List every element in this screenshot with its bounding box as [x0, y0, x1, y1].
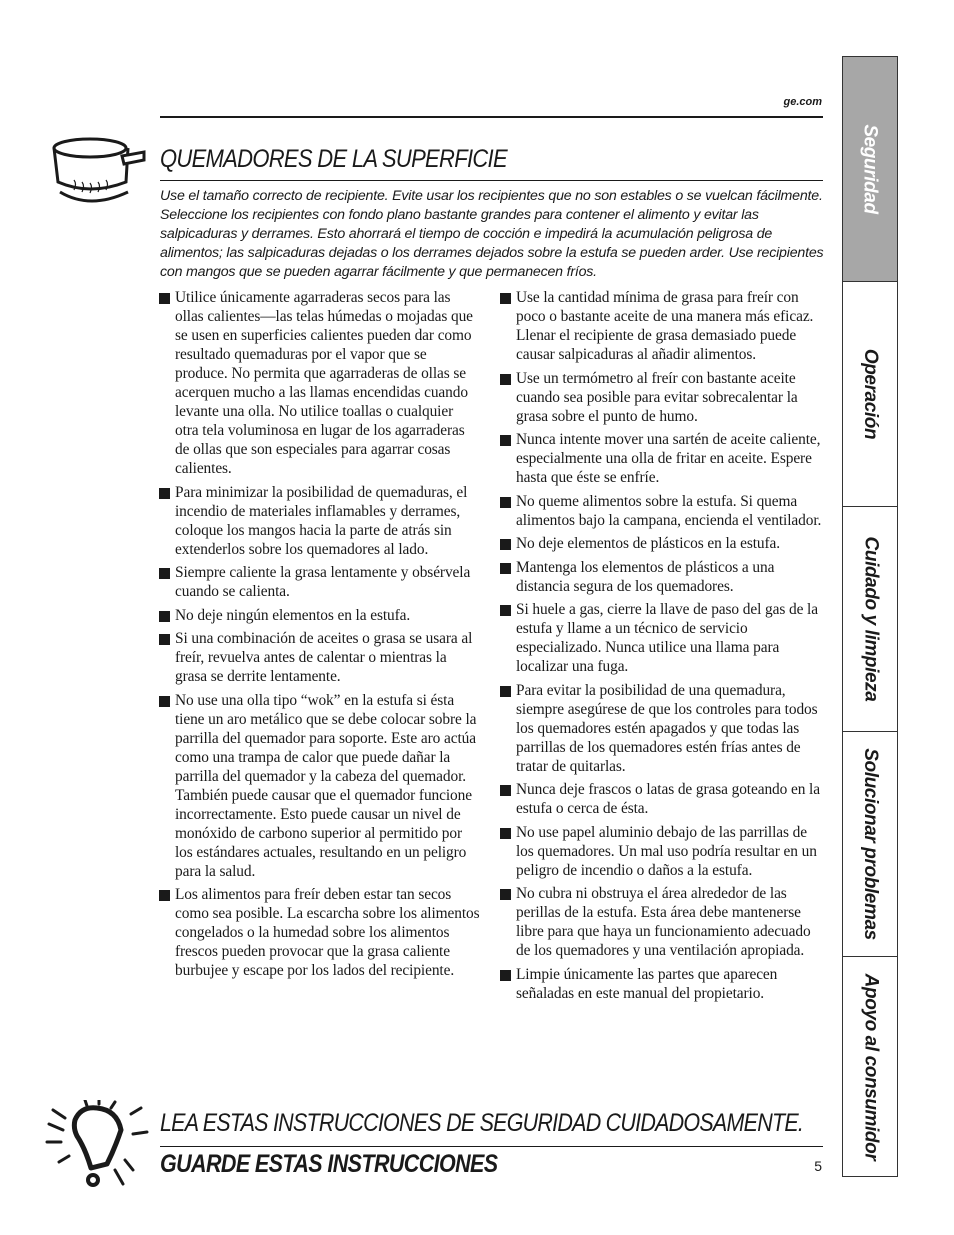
tab-solucionar-problemas[interactable] [842, 731, 898, 957]
tab-label: Cuidado y limpieza [860, 536, 882, 702]
list-item-text: No use una olla tipo “wok” en la estufa si ésta tiene un aro metálico que se debe colocar sobre la parrilla del quemador para soporte. Este aro actúa como una trampa de calor que puede dañar la parrilla del quemador y la cabeza del quemador. También puede causar que el quemador funcione incorrectamente. Esto puede causar un nivel de monóxido de carbono superior al permitido por los estándares actuales, resultando en un peligro para la salud. [175, 691, 477, 880]
list-item [499, 288, 825, 364]
exclamation-warning-icon [45, 1100, 165, 1192]
list-item [499, 780, 825, 818]
tab-apoyo-al-consumidor[interactable] [842, 956, 898, 1177]
list-item [499, 823, 825, 880]
list-item-text: Use la cantidad mínima de grasa para freír con poco o bastante aceite de una manera más eficaz. Llenar el recipiente de grasa demasiado puede causar salpicaduras al añadir alimentos. [516, 289, 814, 363]
list-item [158, 483, 480, 559]
list-item-text: Nunca intente mover una sartén de aceite caliente, especialmente una olla de fritar en aceite. Espere hasta que éste se enfríe. [516, 431, 821, 486]
tab-cuidado-y-limpieza[interactable] [842, 506, 898, 732]
list-item [158, 629, 480, 686]
tab-label: Apoyo al consumidor [860, 973, 882, 1160]
list-item-text: Para evitar la posibilidad de una quemadura, siempre asegúrese de que los controles para todos los quemadores estén apagados y que todas las parrillas de los quemadores estén frías antes de tratar de quitarlas. [516, 681, 818, 775]
left-bullet-list [158, 288, 480, 985]
tab-seguridad[interactable] [842, 56, 898, 282]
list-item-text: Nunca deje frascos o latas de grasa goteando en la estufa o cerca de ésta. [516, 781, 820, 817]
title-rule [160, 180, 823, 181]
list-item-text: Use un termómetro al freír con bastante aceite cuando sea posible para evitar sobrecalentar la grasa sobre el punto de humo. [516, 369, 798, 425]
list-item [158, 563, 480, 601]
tab-label: Seguridad [860, 124, 881, 214]
list-item-text: Siempre caliente la grasa lentamente y obsérvela cuando se calienta. [175, 564, 471, 600]
footer-rule [160, 1146, 823, 1147]
bullet-square-icon [159, 293, 170, 304]
site-url[interactable]: ge.com [783, 96, 822, 108]
tab-label: Solucionar problemas [860, 748, 882, 940]
intro-paragraph: Use el tamaño correcto de recipiente. Evite usar los recipientes que no son estables o se vuelcan fácilmente. Seleccione los recipientes con fondo plano bastante grandes para contener el alimento y evitar las salpicaduras y derrames. Esto ahorrará el tiempo de cocción e impedirá la acumulación peligrosa de alimentos; las salpicaduras dejadas o los derrames dejados sobre la estufa se pueden arder. Use recipientes con mangos que se pueden agarrar fácilmente y que permanecen fríos. [160, 188, 824, 280]
list-item [499, 534, 825, 553]
bullet-square-icon [500, 539, 511, 550]
list-item [499, 558, 825, 596]
bullet-square-icon [159, 890, 170, 901]
page-number: 5 [814, 1158, 822, 1174]
bullet-square-icon [500, 497, 511, 508]
bullet-square-icon [500, 605, 511, 616]
bullet-square-icon [500, 785, 511, 796]
list-item [499, 884, 825, 960]
list-item [499, 430, 825, 487]
bullet-square-icon [500, 563, 511, 574]
list-item-text: Si huele a gas, cierre la llave de paso del gas de la estufa y llame a un técnico de servicio especializado. Nunca utilice una llama para localizar una fuga. [516, 601, 818, 675]
bullet-square-icon [159, 488, 170, 499]
list-item-text: No deje ningún elementos en la estufa. [175, 606, 411, 624]
footer-save-line: GUARDE ESTAS INSTRUCCIONES [160, 1150, 498, 1178]
list-item-text: Los alimentos para freír deben estar tan secos como sea posible. La escarcha sobre los alimentos congelados o la humedad sobre los alimentos frescos pueden provocar que la grasa caliente burbujee y escape por los lados del recipiente. [175, 886, 480, 979]
list-item-text: Mantenga los elementos de plásticos a una distancia segura de los quemadores. [516, 558, 775, 595]
bullet-square-icon [500, 293, 511, 304]
bullet-square-icon [159, 696, 170, 707]
list-item [499, 492, 825, 530]
list-item [499, 965, 825, 1003]
list-item-text: No use papel aluminio debajo de las parrillas de los quemadores. Un mal uso podría resultar en un peligro de incendio o daños a la estufa. [516, 823, 817, 879]
tab-label: Operación [860, 348, 881, 440]
pot-with-flames-icon [48, 130, 148, 220]
bullet-square-icon [159, 634, 170, 645]
right-bullet-list [499, 288, 825, 1007]
list-item [499, 600, 825, 676]
list-item-text: Limpie únicamente las partes que aparecen señaladas en este manual del propietario. [516, 965, 778, 1002]
section-title: QUEMADORES DE LA SUPERFICIE [160, 145, 507, 173]
bullet-square-icon [500, 374, 511, 385]
list-item [158, 691, 480, 881]
bullet-square-icon [159, 568, 170, 579]
list-item [499, 681, 825, 776]
bullet-square-icon [500, 435, 511, 446]
list-item [158, 885, 480, 980]
list-item [158, 606, 480, 625]
list-item-text: No deje elementos de plásticos en la estufa. [516, 535, 780, 552]
list-item [158, 288, 480, 478]
list-item-text: Para minimizar la posibilidad de quemaduras, el incendio de materiales inflamables y derrames, coloque los mangos hacia la parte de atrás sin extenderlos sobre los quemadores al lado. [175, 483, 468, 558]
bullet-square-icon [500, 686, 511, 697]
bullet-square-icon [159, 611, 170, 622]
list-item-text: No cubra ni obstruya el área alrededor de las perillas de la estufa. Esta área debe mantenerse libre para que haya un funcionamiento adecuado de los quemadores y una ventilación apropiada. [516, 885, 811, 959]
side-tab-nav [842, 56, 898, 1177]
list-item-text: Si una combinación de aceites o grasa se usara al freír, revuelva antes de calentar o mientras la grasa se derrite lentamente. [175, 630, 473, 685]
list-item [499, 369, 825, 426]
footer-warning-line: LEA ESTAS INSTRUCCIONES DE SEGURIDAD CUIDADOSAMENTE. [160, 1109, 804, 1137]
tab-operacion[interactable] [842, 281, 898, 507]
bullet-square-icon [500, 970, 511, 981]
bullet-square-icon [500, 828, 511, 839]
list-item-text: Utilice únicamente agarraderas secos para las ollas calientes—las telas húmedas o mojadas que se usen en superficies calientes pueden dar como resultado quemaduras por el vapor que se produce. No permita que agarraderas de ollas se acerquen mucho a las llamas encendidas cuando levante una olla. No utilice toallas o cualquier otra tela voluminosa en lugar de los agarraderas de ollas que son especiales para agarrar cosas calientes. [175, 289, 473, 477]
top-rule [160, 116, 823, 118]
bullet-square-icon [500, 889, 511, 900]
list-item-text: No queme alimentos sobre la estufa. Si quema alimentos bajo la campana, encienda el ventilador. [516, 492, 822, 529]
